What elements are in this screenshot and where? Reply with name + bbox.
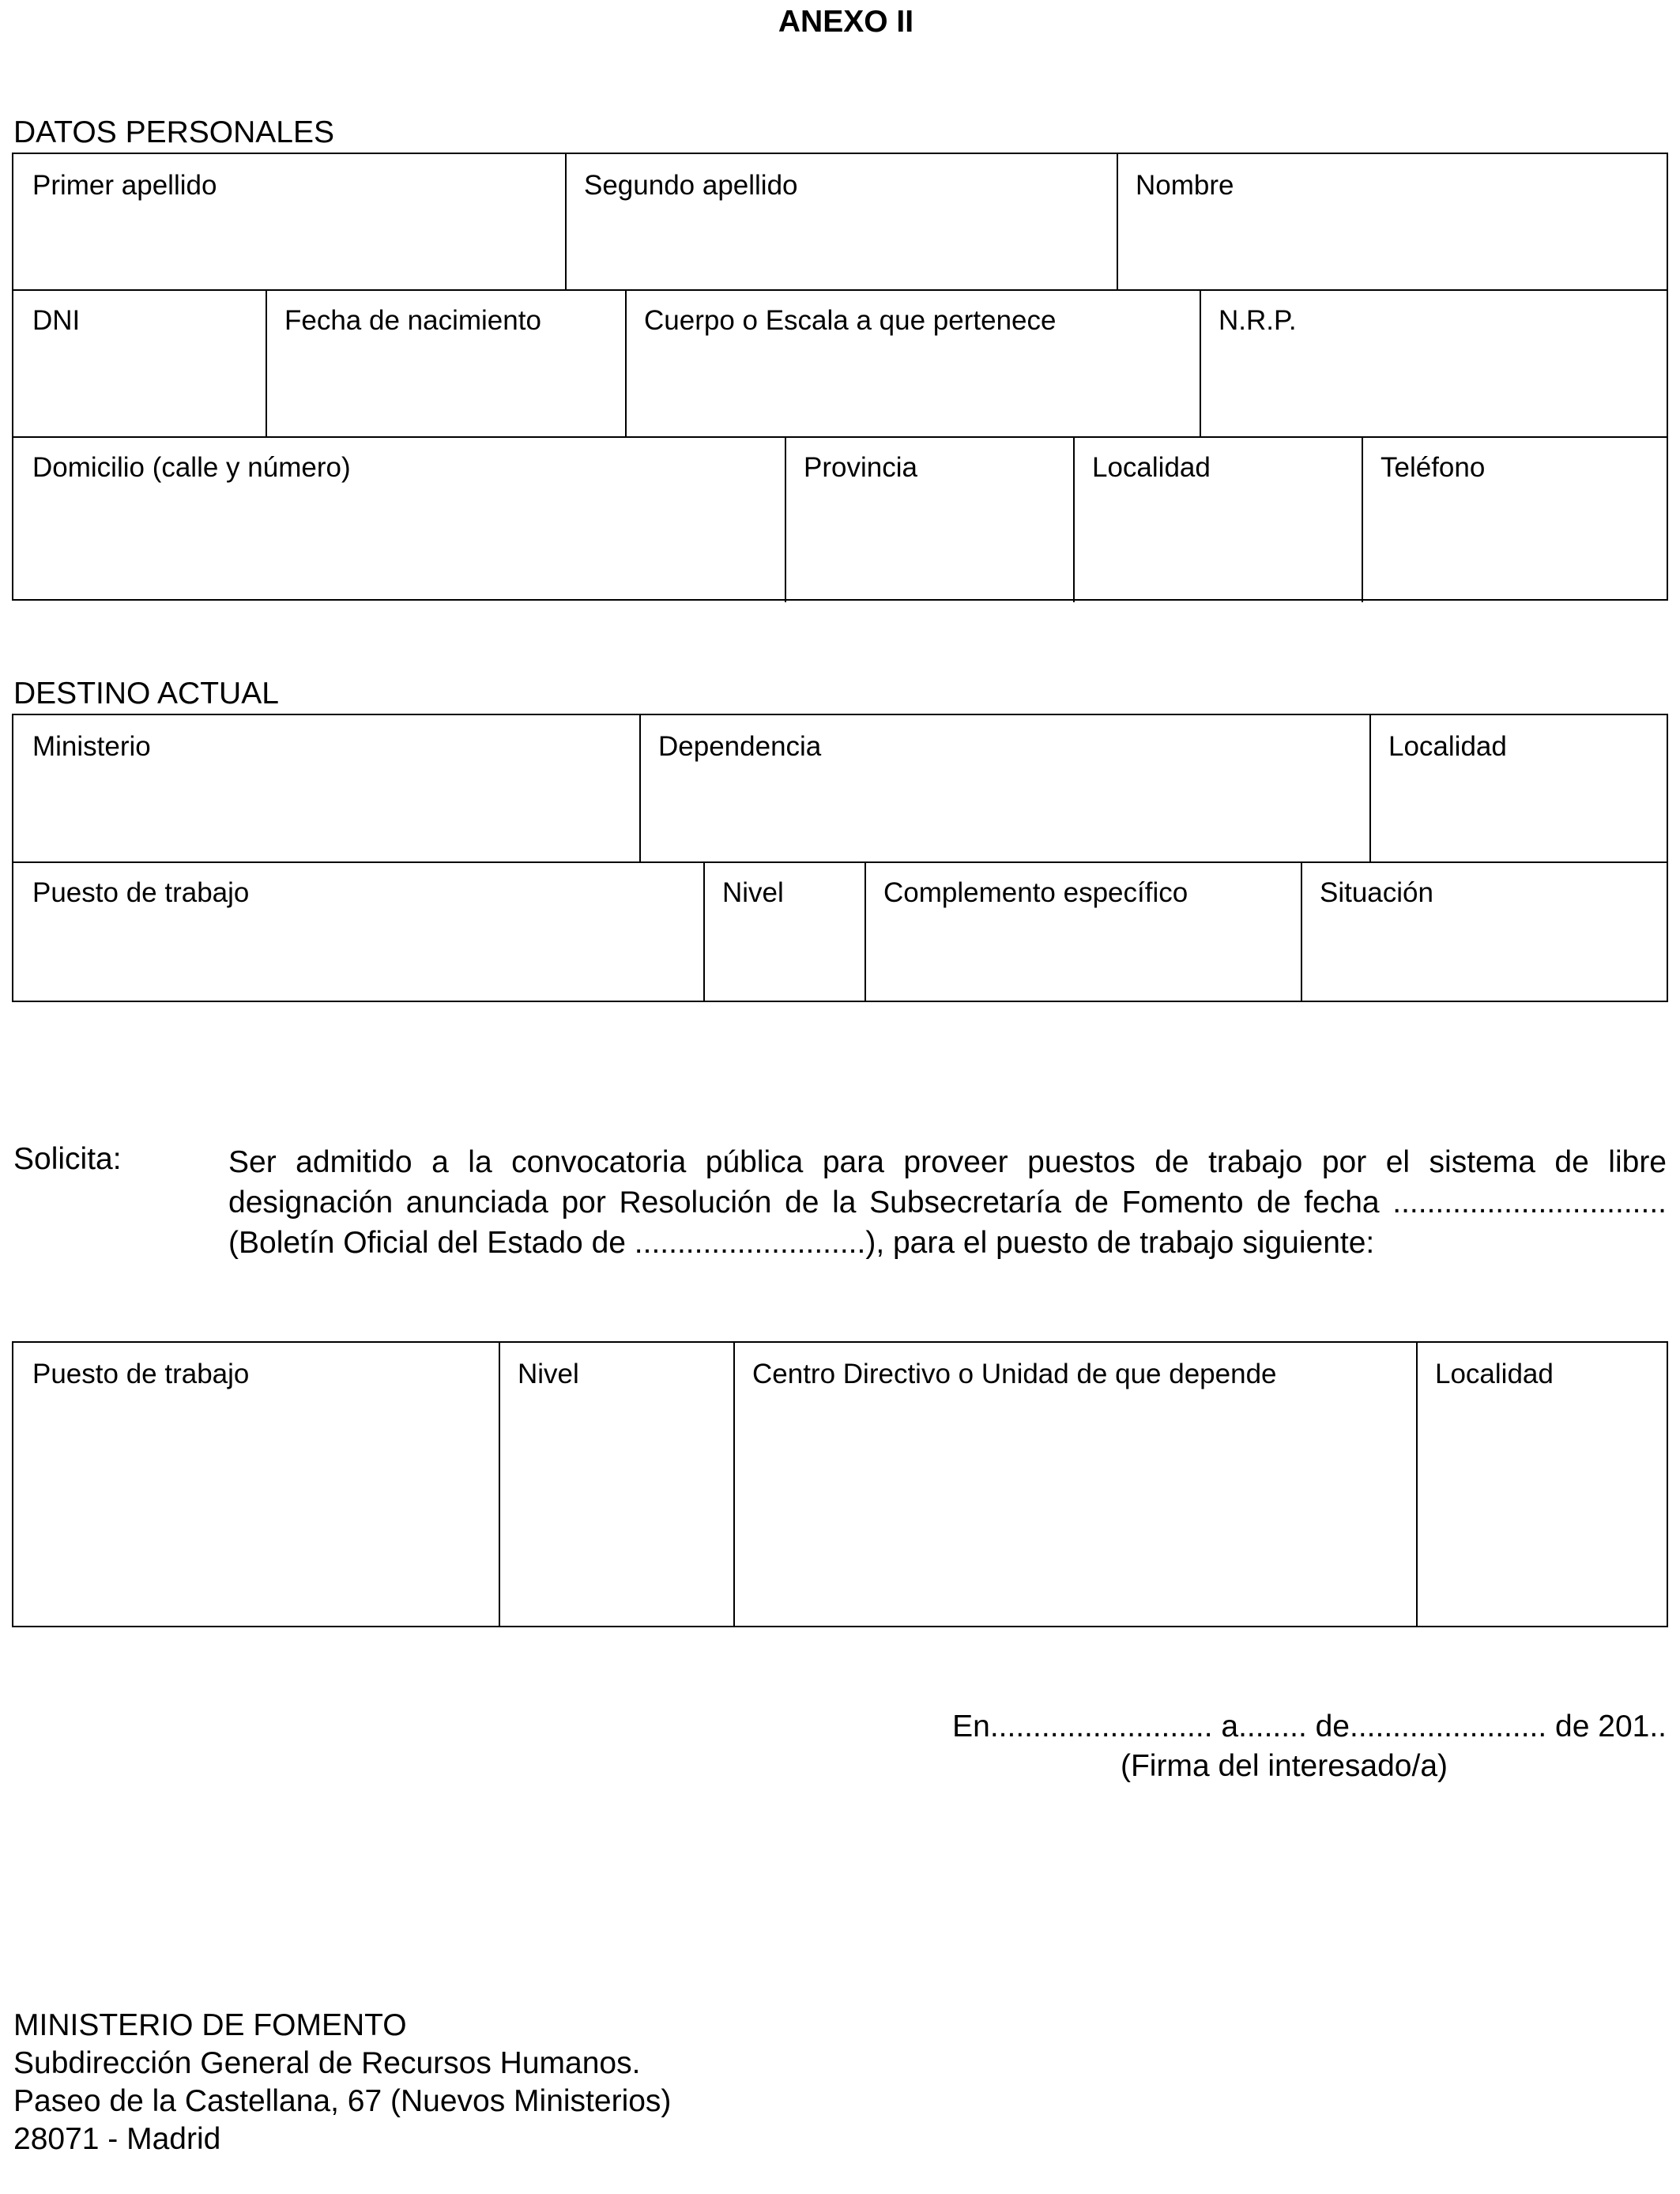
field-label: Dependencia	[658, 731, 822, 762]
field-cuerpo-escala[interactable]	[625, 289, 1200, 436]
solicita-text: Ser admitido a la convocatoria pública para proveer puestos de trabajo por el sistema de libre designación anunciada por Resolución de la Subsecretaría de Fomento de fecha ................................ (Boletín Oficial del Estado de ...........................), para el puesto de trabajo siguiente:	[228, 1145, 1667, 1260]
field-label: Segundo apellido	[584, 170, 798, 201]
field-nombre[interactable]	[1117, 154, 1668, 289]
address-ministry: MINISTERIO DE FOMENTO	[13, 2008, 407, 2042]
field-label: Teléfono	[1381, 452, 1486, 483]
field-centro-directivo[interactable]	[733, 1343, 1416, 1627]
field-telefono[interactable]	[1362, 436, 1668, 602]
field-label: Localidad	[1092, 452, 1211, 483]
field-label: N.R.P.	[1219, 305, 1297, 336]
field-label: Localidad	[1435, 1359, 1554, 1389]
address-department: Subdirección General de Recursos Humanos.	[13, 2046, 641, 2080]
signature-label: (Firma del interesado/a)	[1121, 1749, 1448, 1783]
field-nivel[interactable]	[703, 861, 864, 1002]
field-label: Puesto de trabajo	[32, 877, 250, 908]
field-label: DNI	[32, 305, 81, 336]
field-localidad-solicitada[interactable]	[1416, 1343, 1668, 1627]
field-label: Puesto de trabajo	[32, 1359, 250, 1389]
field-situacion[interactable]	[1301, 861, 1668, 1002]
field-label: Domicilio (calle y número)	[32, 452, 351, 483]
field-label: Situación	[1320, 877, 1433, 908]
field-label: Ministerio	[32, 731, 151, 762]
solicita-label: Solicita:	[13, 1142, 122, 1176]
field-label: Provincia	[804, 452, 917, 483]
field-fecha-nacimiento[interactable]	[266, 289, 625, 436]
address-street: Paseo de la Castellana, 67 (Nuevos Ministerios)	[13, 2084, 672, 2118]
puesto-solicitado-table	[12, 1341, 1668, 1627]
date-place-line: En.......................... a........ de....................... de 201..	[952, 1710, 1667, 1744]
section-heading-destino-actual: DESTINO ACTUAL	[13, 677, 279, 711]
field-domicilio[interactable]	[13, 436, 785, 602]
datos-personales-table	[12, 153, 1668, 601]
field-nrp[interactable]	[1200, 289, 1668, 436]
field-label: Nivel	[518, 1359, 579, 1389]
field-label: Localidad	[1388, 731, 1507, 762]
section-heading-datos-personales: DATOS PERSONALES	[13, 115, 335, 149]
field-label: Nivel	[722, 877, 784, 908]
destino-actual-table	[12, 714, 1668, 1002]
field-localidad-destino[interactable]	[1369, 715, 1668, 861]
field-provincia[interactable]	[785, 436, 1073, 602]
document-title: ANEXO II	[778, 5, 914, 39]
field-primer-apellido[interactable]	[13, 154, 565, 289]
field-segundo-apellido[interactable]	[565, 154, 1117, 289]
field-label: Centro Directivo o Unidad de que depende	[752, 1359, 1277, 1389]
field-label: Nombre	[1136, 170, 1234, 201]
address-postal-city: 28071 - Madrid	[13, 2122, 221, 2156]
field-nivel-solicitado[interactable]	[499, 1343, 733, 1627]
field-dni[interactable]	[13, 289, 266, 436]
field-dependencia[interactable]	[639, 715, 1369, 861]
field-label: Complemento específico	[883, 877, 1188, 908]
field-ministerio[interactable]	[13, 715, 639, 861]
field-puesto-solicitado[interactable]	[13, 1343, 499, 1627]
field-label: Cuerpo o Escala a que pertenece	[644, 305, 1057, 336]
field-complemento-especifico[interactable]	[864, 861, 1301, 1002]
field-localidad[interactable]	[1073, 436, 1362, 602]
field-label: Fecha de nacimiento	[284, 305, 541, 336]
field-puesto-trabajo[interactable]	[13, 861, 703, 1002]
field-label: Primer apellido	[32, 170, 217, 201]
